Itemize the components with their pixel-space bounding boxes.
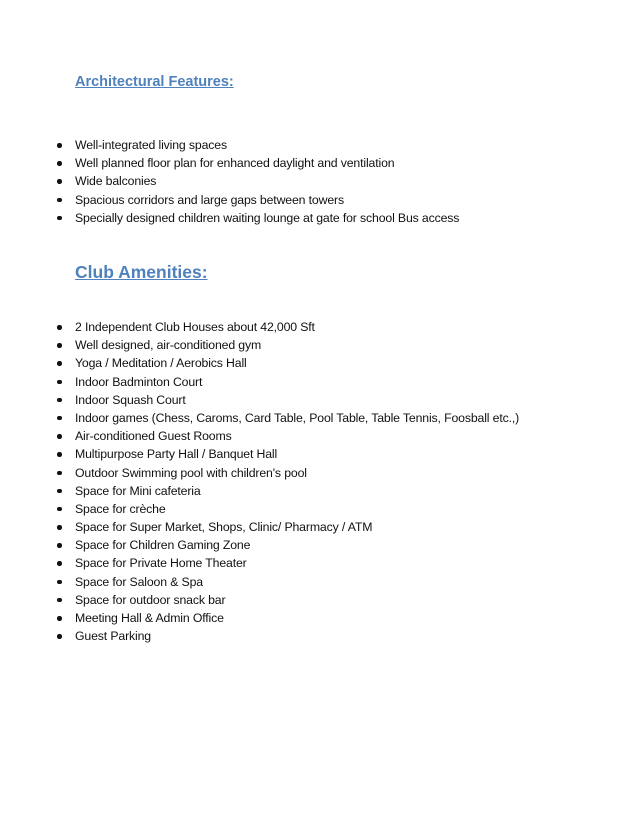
bullet-icon (57, 489, 62, 494)
list-item (0, 536, 638, 554)
list-item-text: Indoor Badminton Court (75, 374, 203, 389)
bullet-icon (57, 525, 62, 530)
club-amenities-list (0, 318, 638, 645)
list-item (0, 554, 638, 572)
list-item-text: Space for crèche (75, 501, 166, 516)
bullet-icon (57, 416, 62, 421)
list-item (0, 209, 638, 227)
list-item-text: 2 Independent Club Houses about 42,000 Sft (75, 320, 315, 334)
list-item (0, 391, 638, 409)
list-item-text: Space for outdoor snack bar (75, 592, 226, 607)
list-item (0, 354, 638, 372)
list-item (0, 445, 638, 463)
list-item (0, 482, 638, 500)
bullet-icon (57, 452, 62, 457)
bullet-icon (57, 161, 62, 166)
list-item (0, 172, 638, 190)
list-item (0, 336, 638, 354)
bullet-icon (57, 543, 62, 548)
list-item-text: Guest Parking (75, 629, 151, 644)
bullet-icon (57, 598, 62, 603)
list-item-text: Meeting Hall & Admin Office (75, 611, 224, 625)
list-item-text: Space for Private Home Theater (75, 556, 247, 571)
bullet-icon (57, 380, 62, 385)
list-item-text: Well planned floor plan for enhanced daylight and ventilation (75, 156, 395, 171)
list-item-text: Outdoor Swimming pool with children's pool (75, 465, 307, 480)
bullet-icon (57, 398, 62, 403)
list-item-text: Indoor games (Chess, Caroms, Card Table, Pool Table, Table Tennis, Foosball etc.,) (75, 410, 520, 425)
list-item (0, 573, 638, 591)
list-item-text: Yoga / Meditation / Aerobics Hall (75, 356, 247, 371)
list-item (0, 318, 638, 336)
bullet-icon (57, 143, 62, 148)
list-item (0, 500, 638, 518)
bullet-icon (57, 198, 62, 203)
bullet-icon (57, 325, 62, 330)
list-item (0, 609, 638, 627)
architectural-features-list (0, 136, 638, 227)
bullet-icon (57, 580, 62, 585)
list-item (0, 136, 638, 154)
list-item-text: Specially designed children waiting lounge at gate for school Bus access (75, 210, 460, 225)
list-item-text: Multipurpose Party Hall / Banquet Hall (75, 447, 278, 462)
list-item (0, 627, 638, 645)
list-item-text: Wide balconies (75, 174, 157, 189)
list-item-text: Space for Saloon & Spa (75, 574, 203, 589)
bullet-icon (57, 434, 62, 439)
list-item (0, 591, 638, 609)
list-item-text: Well-integrated living spaces (75, 138, 227, 152)
bullet-icon (57, 343, 62, 348)
list-item-text: Space for Mini cafeteria (75, 483, 201, 498)
bullet-icon (57, 616, 62, 621)
list-item (0, 518, 638, 536)
list-item-text: Space for Super Market, Shops, Clinic/ Pharmacy / ATM (75, 520, 373, 535)
bullet-icon (57, 561, 62, 566)
list-item (0, 191, 638, 209)
bullet-icon (57, 507, 62, 512)
list-item (0, 154, 638, 172)
list-item-text: Indoor Squash Court (75, 392, 186, 407)
bullet-icon (57, 471, 62, 476)
bullet-icon (57, 634, 62, 639)
architectural-features-heading: Architectural Features: (75, 74, 234, 90)
list-item-text: Air-conditioned Guest Rooms (75, 429, 232, 444)
list-item-text: Well designed, air-conditioned gym (75, 338, 262, 353)
list-item-text: Spacious corridors and large gaps between towers (75, 192, 344, 207)
bullet-icon (57, 361, 62, 366)
list-item (0, 427, 638, 445)
list-item (0, 464, 638, 482)
club-amenities-heading: Club Amenities: (75, 262, 208, 282)
bullet-icon (57, 179, 62, 184)
list-item (0, 409, 638, 427)
list-item (0, 373, 638, 391)
bullet-icon (57, 216, 62, 221)
list-item-text: Space for Children Gaming Zone (75, 538, 251, 553)
